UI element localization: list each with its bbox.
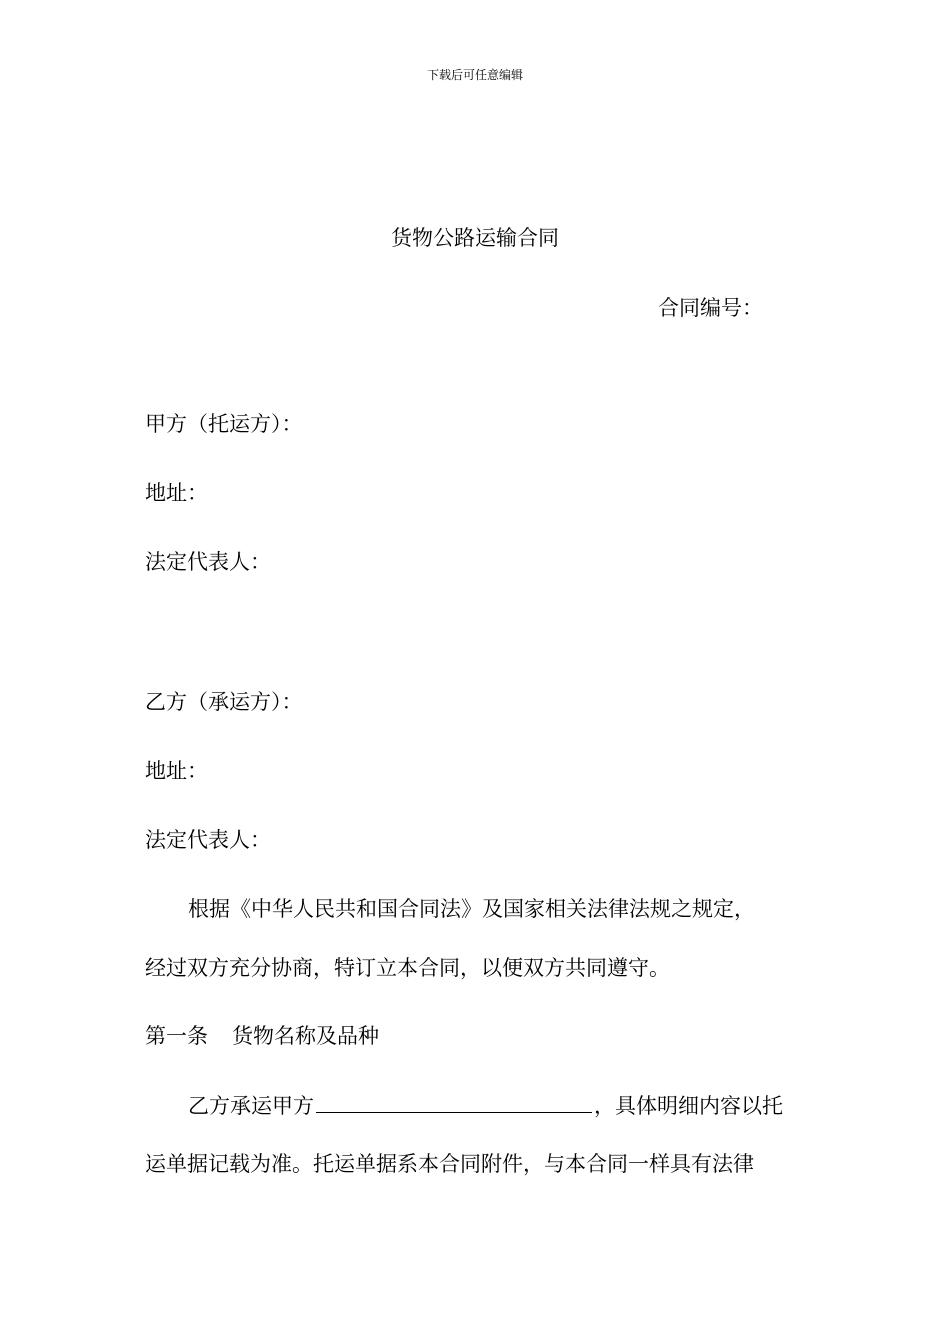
cargo-name-blank[interactable]: [316, 1092, 592, 1113]
article-1-line-2: 运单据记载为准。托运单据系本合同附件，与本合同一样具有法律: [145, 1152, 754, 1176]
article-1-title: 货物名称及品种: [232, 1024, 379, 1048]
document-title: 货物公路运输合同: [391, 226, 559, 250]
article-1-text-after-blank: ，具体明细内容以托: [594, 1094, 783, 1118]
article-1-number: 第一条: [145, 1024, 208, 1048]
contract-number-label: 合同编号：: [658, 296, 763, 320]
preamble-line-1: 根据《中华人民共和国合同法》及国家相关法律法规之规定，: [188, 897, 755, 921]
party-b-address-label: 地址：: [145, 759, 208, 783]
party-b-legal-rep-label: 法定代表人：: [145, 828, 271, 852]
party-a-label: 甲方（托运方）：: [145, 412, 303, 436]
article-1-line-1: [188, 1092, 783, 1120]
party-b-label: 乙方（承运方）：: [145, 690, 303, 714]
preamble-line-2: 经过双方充分协商，特订立本合同，以便双方共同遵守。: [145, 956, 670, 980]
article-1-text-before-blank: 乙方承运甲方: [188, 1094, 314, 1118]
party-a-address-label: 地址：: [145, 481, 208, 505]
party-a-legal-rep-label: 法定代表人：: [145, 550, 271, 574]
article-1-heading: [145, 1022, 379, 1050]
header-note: 下载后可任意编辑: [426, 68, 523, 82]
